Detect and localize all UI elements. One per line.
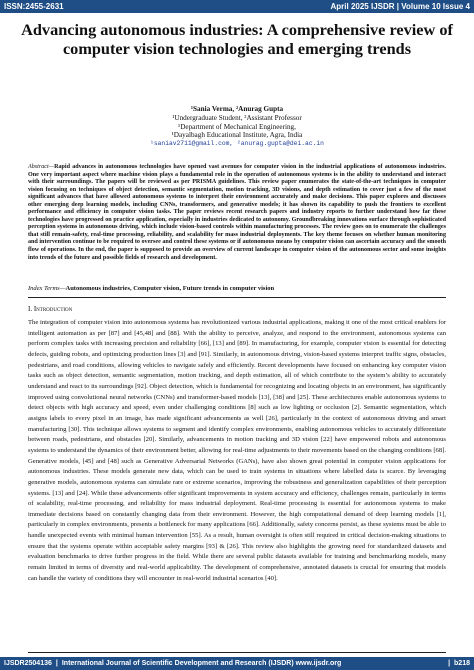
paper-title: Advancing autonomous industries: A comprehensive review of computer vision technologies and emerging trends	[21, 20, 453, 58]
section-heading: I. Introduction	[28, 305, 73, 313]
journal-name[interactable]: International Journal of Scientific Development and Research (IJSDR) www.ijsdr.org	[61, 660, 342, 667]
index-terms-label: Index Terms—	[28, 285, 66, 292]
divider	[28, 297, 446, 298]
affiliation-line: ¹Dayalbagh Educational Institute, Agra, India	[171, 131, 303, 140]
paper-id: IJSDR2504136	[4, 660, 52, 667]
author-emails[interactable]: ¹saniav2711@gmail.com, ²anurag.gupta@dei.ac.in	[150, 140, 324, 148]
affiliation-line: ¹Undergraduate Student, ²Assistant Professor	[172, 113, 302, 122]
author-block	[20, 105, 454, 149]
affiliation-line: ¹Department of Mechanical Engineering,	[178, 122, 296, 131]
index-terms	[28, 285, 446, 292]
divider	[28, 652, 446, 653]
issue-label: April 2025 IJSDR | Volume 10 Issue 4	[330, 2, 470, 11]
abstract-text: Rapid advances in autonomous technologies have opened vast avenues for computer vision in the industrial applications of autonomous industries. One very important aspect where machine vision plays a fundamental role in the operation of autonomous systems is in the ability to understand and interact with their surroundings. The papers will be reviewed as per PRISMA guidelines. This review paper enumerates the state-of-the-art techniques in computer vision focusing on techniques of object detection, semantic segmentation, motion tracking, 3D visions, and depth estimation to cover just a few of the most significant advances that have allowed autonomous systems to interpret their environment accurately and make decisions. This paper explores and discusses other emerging deep learning models, including CNNs, transformers, and generative models; it has shown its capability to push the frontiers to excellent performance and efficiency in computer vision tasks. The paper reviews recent research papers and industry reports to further understand how far these technologies have progressed on practice application, especially in industries dedicated to autonomy. Groundbreaking innovations surface through sophisticated perception systems in autonomous driving, which include vision-based controls within manufacturing processes. The review goes on to enumerate the challenges that still remain-safety, real-time processing, reliability, and scalability for mass industrial deployments. The key theme focuses on whether human monitoring and intervention continue to be required to oversee and control these systems or if autonomous means by computer vision can ascertain accuracy and the smooth flow of operations. In the end, the paper is supposed to provide an overview of current landscape in computer vision of the autonomous sector and some insights into trends of the future and possible fields of research and development.	[28, 164, 446, 261]
issn-label: ISSN:2455-2631	[4, 2, 64, 11]
introduction-body: The integration of computer vision into autonomous systems has revolutionized various industrial applications, making it one of the most critical enablers for intelligent automation as per [87] and [45,48] and [88]. With the ability to perceive, analyze, and respond to the environment, autonomous systems can perform complex tasks with increasing precision and reliability [66], [13] and [89]. In manufacturing, for example, computer vision is essential for detecting defects, guiding robots, and optimizing production lines [3] and [91]. Similarly, in autonomous driving, vision-based systems interpret traffic signs, obstacles, pedestrians, and road conditions, allowing vehicles to navigate safely and efficiently. Recent developments have focused on enhancing key computer vision tasks such as object detection, semantic segmentation, motion tracking, and depth estimation, all of which contribute to the system’s ability to accurately understand and react to its surroundings [92]. Object detection, which is fundamental for recognizing and locating objects in an environment, has significantly improved using convolutional neural networks (CNNs) and transformer-based models [13], [38] and [25]. These architectures enable autonomous systems to detect objects with high accuracy and speed, even under challenging conditions [8] such as low lighting or occlusion [2]. Semantic segmentation, which assigns labels to every pixel in an image, has made significant advancements as well [26], particularly in the context of autonomous driving and smart manufacturing [30]. This technique allows systems to segment and identify complex environments, enabling autonomous vehicles to accurately differentiate between roads, pedestrians, and obstacles [20]. Similarly, advancements in motion tracking and 3D vision [22] have empowered robots and autonomous systems to understand the dynamics of their environment better, allowing for real-time adjustments to their movements based on the changing conditions [68]. Generative models, [45] and [48] such as Generative Adversarial Networks (GANs), have also shown great potential in computer vision applications for autonomous industries. These models generate new data, which can be used to train systems in situations where labelled data is scarce. By leveraging generative models, autonomous systems can simulate rare or extreme scenarios, improving the robustness and generalization capabilities of their perception systems. [13] and [24]. While these advancements offer significant improvements in system accuracy and efficiency, challenges remain, particularly in terms of scalability, real-time processing, and reliability for mass industrial deployment. Real-time processing is essential for autonomous systems to make immediate decisions based on constantly changing data from their environment. However, the high computational demand of deep learning models [1], particularly in complex environments, presents a bottleneck for many applications [66]. Additionally, safety concerns persist, as these systems must be able to handle unexpected events with minimal human intervention [55]. As a result, human oversight is often still required in critical decision-making situations to ensure that the systems operate within acceptable safety margins [93] & [26]. This review also highlights the growing need for standardized datasets and evaluation benchmarks to drive further progress in the field. While there are several public datasets available for training and benchmarking models, many remain limited in terms of diversity and real-world applicability. The development of comprehensive, annotated datasets is crucial for ensuring that models can handle the variety of conditions they will encounter in real-world industrial scenarios [40].	[28, 319, 446, 582]
footer-bar	[0, 657, 474, 670]
abstract-label: Abstract—	[28, 164, 55, 170]
footer-separator: |	[448, 660, 451, 667]
footer-separator: |	[55, 660, 58, 667]
abstract	[28, 164, 446, 262]
author-names: ¹Sania Verma, ²Anurag Gupta	[190, 105, 284, 113]
page-number: b218	[454, 660, 470, 667]
index-terms-text: Autonomous industries, Computer vision, Future trends in computer vision	[65, 285, 275, 292]
header-bar	[0, 0, 474, 13]
